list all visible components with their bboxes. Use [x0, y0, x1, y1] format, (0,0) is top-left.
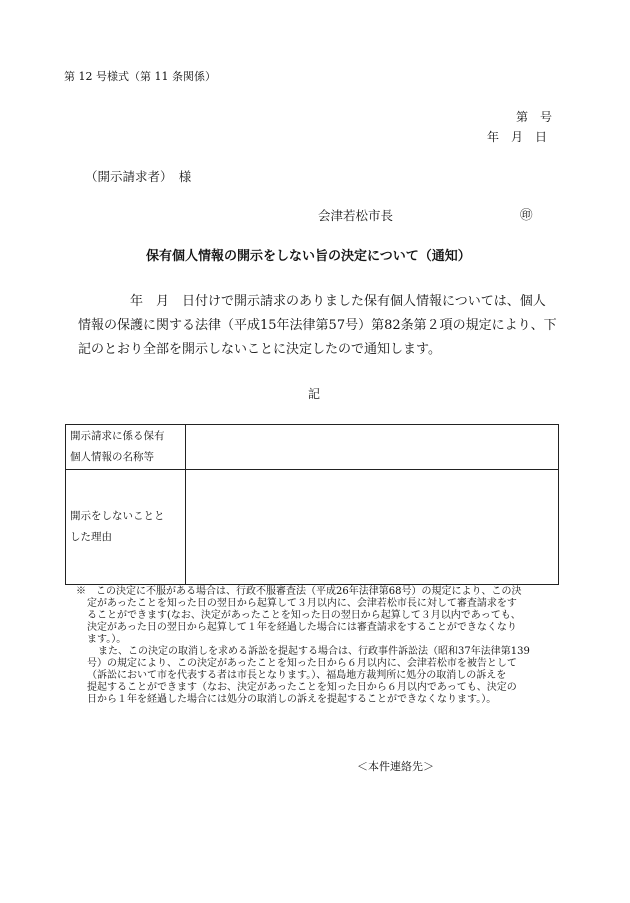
table-label-line: 開示をしないことと: [70, 510, 165, 522]
note-line: 提起することができます（なお、決定があったことを知った日から６月以内であっても、決定の: [87, 682, 517, 693]
table-label-line: した理由: [70, 531, 112, 543]
table-value-cell: [186, 470, 559, 585]
form-number: 第 12 号様式（第 11 条関係）: [64, 70, 216, 83]
note-line: ることができます(なお、決定があったことを知った日の翌日から起算して３月以内であっても、: [87, 610, 521, 621]
table-value-cell: [186, 425, 559, 470]
body-line: 記のとおり全部を開示しないことに決定したので通知します。: [78, 342, 441, 357]
note-line: 号）の規定により、この決定があったことを知った日から６月以内に、会津若松市を被告として: [87, 658, 517, 669]
note-line: （訴訟において市を代表する者は市長となります。）、福島地方裁判所に処分の取消しの訴えを: [87, 670, 507, 681]
info-table: [65, 424, 559, 585]
seal-mark: ㊞: [520, 207, 533, 222]
recipient-line: （開示請求者） 様: [85, 169, 192, 184]
table-label-cell: [66, 425, 186, 470]
body-text: [78, 290, 568, 362]
table-row: [66, 470, 559, 585]
note-line: 決定があった日の翌日から起算して１年を経過した場合には審査請求をすることができなくなり: [87, 622, 517, 633]
note-line: 定があったことを知った日の翌日から起算して３月以内に、会津若松市長に対して審査請求をす: [87, 598, 517, 609]
document-title: 保有個人情報の開示をしない旨の決定について（通知）: [146, 249, 471, 264]
note-line: また、この決定の取消しを求める訴訟を提起する場合は、行政事件訴訟法（昭和37年法律第139: [98, 646, 530, 657]
contact-heading: ＜本件連絡先＞: [357, 760, 434, 773]
table-label-line: 開示請求に係る保有: [70, 430, 165, 442]
ki-heading: 記: [308, 387, 321, 401]
table-label-cell: [66, 470, 186, 585]
body-line: 年 月 日付けで開示請求のありました保有個人情報については、個人: [78, 294, 546, 309]
document-number-line: 第 号: [516, 110, 553, 124]
table-label-line: 個人情報の名称等: [70, 451, 154, 463]
note-line: 日から１年を経過した場合には処分の取消しの訴えを提起することができなくなります。）。: [87, 694, 497, 705]
note-line: ※ この決定に不服がある場合は、行政不服審査法（平成26年法律第68号）の規定により、この決: [76, 586, 522, 597]
date-line: 年 月 日: [487, 130, 548, 144]
table-row: [66, 425, 559, 470]
sender-line: 会津若松市長: [318, 208, 394, 223]
body-line: 情報の保護に関する法律（平成15年法律第57号）第82条第２項の規定により、下: [78, 318, 557, 333]
note-line: ます。）。: [87, 634, 127, 645]
notes-block: [76, 586, 530, 706]
